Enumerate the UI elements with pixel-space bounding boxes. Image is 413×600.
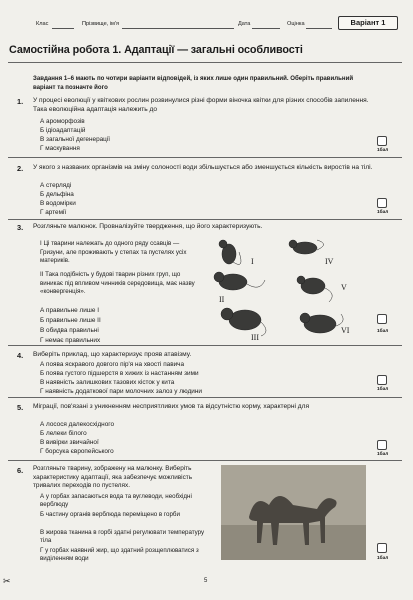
label-iii: III	[251, 333, 259, 342]
divider	[8, 397, 402, 398]
label-iv: IV	[325, 257, 334, 266]
q2-points: 1бал	[377, 210, 389, 215]
q5-option-a[interactable]: А лосося далекосхідного	[40, 421, 115, 428]
q5-number: 5.	[17, 403, 24, 412]
q6-number: 6.	[17, 466, 24, 475]
q5-text: Мігрaції, пов'язані з уникненням несприятливих умов та відсутністю корму, характерні для	[33, 403, 310, 410]
q1-answer-box[interactable]	[377, 136, 387, 146]
q1-option-a[interactable]: А ароморфозів	[40, 118, 85, 125]
q4-points: 1бал	[377, 387, 389, 392]
q4-number: 4.	[17, 351, 24, 360]
name-line	[122, 28, 234, 29]
q6-option-a[interactable]: А у горбах запасаються вода та вуглеводи, необхідні верблюду	[40, 493, 192, 509]
q1-number: 1.	[17, 97, 24, 106]
q2-number: 2.	[17, 164, 24, 173]
q6-option-b[interactable]: Б частину органів верблюда переміщено в горби	[40, 511, 180, 518]
rodent-i	[219, 240, 241, 264]
q5-points: 1бал	[377, 452, 389, 457]
q1-option-b[interactable]: Б ідіоадаптацій	[40, 127, 86, 134]
instructions: Завдання 1–6 мають по чотири варіанти відповідей, із яких лише один правильний. Оберіть правильний варіант та позначте його	[33, 75, 354, 91]
q1-points: 1бал	[377, 148, 389, 153]
variant-badge: Варіант 1	[338, 16, 398, 30]
q2-option-d[interactable]: Г артемії	[40, 209, 67, 216]
page-title: Самостійна робота 1. Адаптації — загальні особливості	[9, 44, 303, 56]
divider	[8, 345, 402, 346]
rodent-ii	[214, 272, 265, 290]
divider	[8, 219, 402, 220]
q4-text: Виберіть приклад, що характеризує прояв атавізму.	[33, 351, 192, 358]
rodent-v	[297, 276, 332, 302]
rodent-iii	[221, 308, 266, 336]
q2-text: У якого з названих організмів на зміну солоності води збільшується або зменшується кількість виростів на тілі.	[33, 164, 373, 171]
q5-option-b[interactable]: Б лелеки білого	[40, 430, 87, 437]
q4-option-d[interactable]: Г наявність додаткової пари молочних залоз у людини	[40, 388, 202, 395]
q5-answer-box[interactable]	[377, 440, 387, 450]
name-label: Прізвище, ім'я	[82, 21, 119, 27]
class-line	[52, 28, 74, 29]
q4-answer-box[interactable]	[377, 375, 387, 385]
q5-option-c[interactable]: В вивірки звичайної	[40, 439, 99, 446]
grade-label: Оцінка	[287, 21, 305, 27]
q4-option-c[interactable]: В наявність залишкових тазових кісток у кита	[40, 379, 175, 386]
q2-option-c[interactable]: В водомірки	[40, 200, 76, 207]
label-v: V	[341, 283, 347, 292]
page-number: 5	[204, 578, 208, 584]
q3-points: 1бал	[377, 329, 389, 334]
q2-answer-box[interactable]	[377, 198, 387, 208]
q3-option-c[interactable]: В обидва правильні	[40, 327, 99, 334]
label-i: I	[251, 257, 254, 266]
rodent-vi	[300, 313, 343, 333]
q1-option-d[interactable]: Г маскування	[40, 145, 80, 152]
q3-option-d[interactable]: Г немає правильних	[40, 337, 101, 344]
q3-option-b[interactable]: Б правильне лише ІІ	[40, 317, 101, 324]
q2-option-a[interactable]: А стерляді	[40, 182, 72, 189]
q3-number: 3.	[17, 223, 24, 232]
q4-option-b[interactable]: Б поява густого підшерстя в хижих із настанням зими	[40, 370, 199, 377]
q4-option-a[interactable]: А поява яскравого довгого пір'я на хвості павича	[40, 361, 185, 368]
q3-statement-1: І Ці тварини належать до одного ряду ссавців — Гризуни, але проживають у степах та пустелях усіх материків.	[40, 240, 187, 265]
grade-line	[306, 28, 332, 29]
label-ii: II	[219, 295, 225, 304]
class-label: Клас	[36, 21, 49, 27]
q3-answer-box[interactable]	[377, 314, 387, 324]
q6-option-d[interactable]: Г у горбах наявний жир, що здатний розщеплюватися з виділенням води	[40, 547, 199, 563]
label-vi: VI	[341, 326, 350, 335]
scissors-icon: ✂	[3, 576, 11, 586]
date-line	[252, 28, 280, 29]
q3-statement-2: ІІ Така подібність у будові тварин різних груп, що виникає під впливом чинників середовища, має назву «конвергенція».	[40, 271, 195, 296]
rodents-illustration	[205, 232, 365, 344]
camel-photo	[221, 465, 366, 560]
q5-option-d[interactable]: Г борсука європейського	[40, 448, 114, 455]
q1-text: У процесі еволюції у квіткових рослин розвинулися різні форми віночка квітки для різних способів запилення. Така еволюційна адаптація належить до	[33, 97, 369, 113]
divider	[8, 460, 402, 461]
date-label: Дата	[238, 21, 251, 27]
q3-option-a[interactable]: А правильне лише І	[40, 307, 100, 314]
rodent-iv	[289, 240, 324, 254]
q6-points: 1бал	[377, 556, 389, 561]
q6-text: Розгляньте тварину, зображену на малюнку. Виберіть характеристику адаптації, яка забезпечує можливість тривалих переходів по пустелях.	[33, 465, 193, 490]
q2-option-b[interactable]: Б дельфіна	[40, 191, 74, 198]
divider	[8, 157, 402, 158]
q1-option-c[interactable]: В загальної дегенерації	[40, 136, 111, 143]
q6-option-c[interactable]: В жирова тканина в горбі здатні регулювати температуру тіла	[40, 529, 205, 545]
q3-text: Розгляньте малюнок. Провналізуйте твердження, що його характеризують.	[33, 223, 263, 230]
title-rule	[8, 62, 402, 63]
q6-answer-box[interactable]	[377, 543, 387, 553]
